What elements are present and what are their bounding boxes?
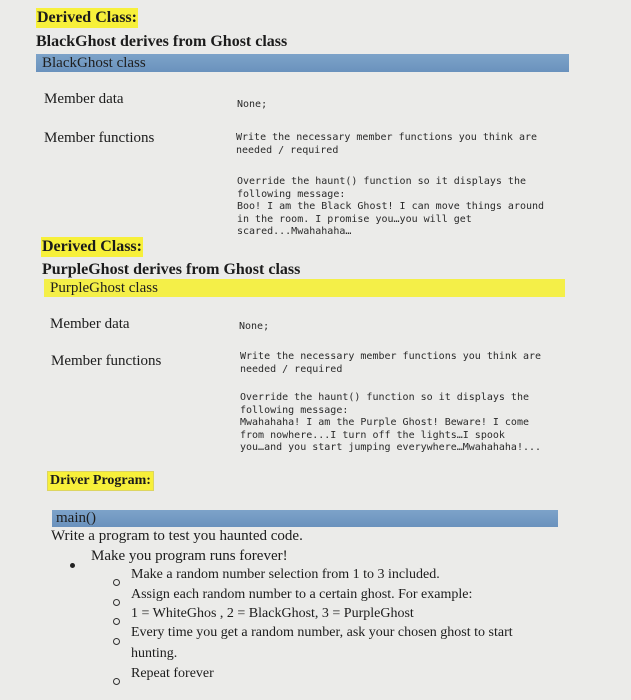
sub-bullet-circle	[113, 632, 120, 650]
sub-bullet-circle	[113, 573, 120, 591]
section1-heading: Derived Class:	[37, 9, 137, 26]
driver-main-bar	[52, 510, 558, 527]
driver-sub-item-5: Repeat forever	[131, 666, 214, 681]
section2-bar-label: PurpleGhost class	[50, 280, 158, 296]
bullet-dot	[70, 555, 75, 573]
driver-sub-item-1: Make a random number selection from 1 to 3 included.	[131, 567, 440, 582]
section1-functions-text: Write the necessary member functions you think are needed / required	[236, 132, 538, 156]
driver-sub-item-3: 1 = WhiteGhos , 2 = BlackGhost, 3 = PurpleGhost	[131, 606, 414, 621]
section1-subheading: BlackGhost derives from Ghost class	[36, 33, 288, 50]
section1-bar-label: BlackGhost class	[42, 55, 146, 71]
driver-sub-item-4-cont: hunting.	[131, 646, 178, 661]
section1-member-data-label: Member data	[44, 91, 124, 107]
section2-subheading: PurpleGhost derives from Ghost class	[42, 261, 301, 278]
sub-bullet-circle	[113, 612, 120, 630]
driver-heading: Driver Program:	[50, 473, 151, 488]
section2-member-data-value: None;	[239, 321, 270, 332]
sub-bullet-circle	[113, 672, 120, 690]
driver-bar-label: main()	[56, 510, 96, 526]
driver-sub-item-4: Every time you get a random number, ask your chosen ghost to start	[131, 625, 513, 640]
sub-bullet-circle	[113, 593, 120, 611]
driver-sub-item-2: Assign each random number to a certain ghost. For example:	[131, 587, 473, 602]
section2-member-data-label: Member data	[50, 316, 130, 332]
section1-member-data-value: None;	[237, 99, 268, 110]
section2-override-text: Override the haunt() function so it displays the following message: Mwahahaha! I am the Purple Ghost! Beware! I come from nowhere...I turn off the lights…I spook you…and you start jumping everywhere…Mwahahaha!...	[240, 392, 542, 453]
driver-bullet: Make you program runs forever!	[91, 548, 288, 564]
section2-heading: Derived Class:	[42, 238, 142, 255]
section1-override-text: Override the haunt() function so it displays the following message: Boo! I am the Black Ghost! I can move things around in the room. I promise you…you will get scared...Mwahahaha…	[237, 176, 545, 237]
section1-member-functions-label: Member functions	[44, 130, 155, 146]
section2-member-functions-label: Member functions	[51, 353, 162, 369]
driver-intro: Write a program to test you haunted code.	[51, 528, 303, 544]
section2-functions-text: Write the necessary member functions you think are needed / required	[240, 351, 542, 375]
